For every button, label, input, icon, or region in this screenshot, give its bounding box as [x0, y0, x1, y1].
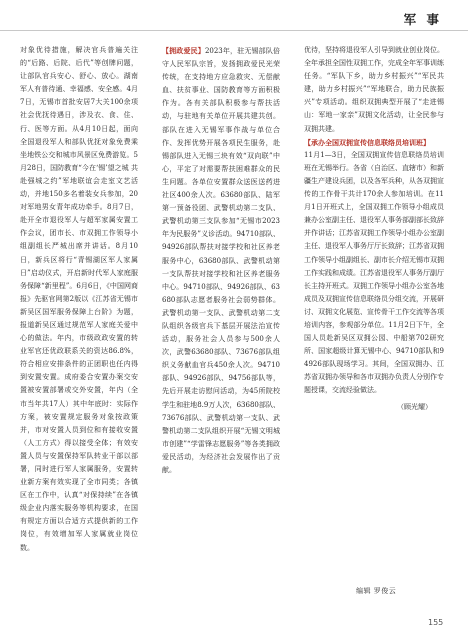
col2-paragraph [162, 44, 280, 477]
col2-section-tag: 【拥政爱民】 [162, 46, 205, 55]
col3-paragraph-1: 优待，坚持将退役军人引导到就业创业岗位。全年承担全国性双拥工作，完成全年军事训练任务。“军队下乡，助力乡村振兴”“军民共建，助力乡村振兴”“军地联合，助力民族振兴”专项活动。组织双拥典型开展了“走进锡山：军地一家亲”双拥文化活动，让全民参与双拥共建。 [304, 46, 444, 133]
column-2 [162, 44, 280, 477]
column-3 [304, 44, 444, 414]
column-1 [20, 44, 138, 555]
col1-paragraph: 对象优待措施，解决官兵普遍关注的“后路、后院、后代”等创牌问题，让部队官兵安心、舒心、放心。湖南军人有普待通、幸福感、安全感。4月7日，无锡市首批安居7大关100余项社会优抚待遇日，涉及衣、食、住、行、医等方面。从4月10日起，面向全国退役军人和部队优抚对象免费乘坐地铁公交和城市风景区免费游览。5月28日，国防教育“今在‘锡’望之城 共赴强城之约”军地联谊会走室文艺活动，并地150多名着装女兵参加，20对军地男女青年成功牵手。8月7日，赴开全市退役军人与超军家属安置工作会议，团市长、市双拥工作领导小组副组长严城出席并讲话。8月10日，新兵区将行“青锡湖区军人家属日”启动仪式，开启新时代军人家庭服务保障“新里程”。6月6日，《中国网商报》先驱官网第2版以《江苏省无锡市新吴区国军服务保障上台阶》为题，报道新吴区通过规范军人家庭关爱中心的做法。年内，市级政政安置的转业军官还优政联系关的资达86.8%，符合相应安排条件的正团职也任内得到安置安置。成府委合安置办案交安置被安置部署或交外安置，年内（全市当年共17人）其中年底时：实际作方案，被安置规定服务对象按政策并，市对安置人员到位和有接收安置（人工方式）得以接受全体；有效安置人员与安置保持军队转业干部以部署，同时进行军人家属服务，安置转业新方案有效实现了全市同类；各镇区在工作中，认真“对保持续”在各镇级企业内落实服务等机构要求，在国有规定方面以合适方式提供新的工作岗位，有效增加军人家属就业岗位数。 [20, 46, 138, 552]
col3-section-heading: 【承办全国双拥宣传信息联络员培训班】 [304, 137, 430, 147]
header-divider [0, 30, 468, 31]
col3-paragraph-2: 11月1—3日，全国双拥宣传信息联络员培训班在无锡举行。各省（自治区、直辖市）和新疆生产建设兵团，以及各军兵种，从各双拥宣传的工作骨干共计170余人参加培训。在11月1日开班式上，全国双拥工作领导小组成员兼办公室副主任、退役军人事务部副部长致辞并作讲话；江苏省双拥工作领导小组办公室副主任、退役军人事务厅厅长致辞；江苏省双拥工作领导小组副组长、副市长介绍无锡市双拥工作实践和成绩。江苏省退役军人事务厅副厅长主持开班式。双拥工作领导小组办公室各地成员及双拥宣传信息联络员分组交流，开展研讨、双拥文化展览、宣传骨干工作交流等各项培训内容，参观部分单位。11月2日下午，全国人员赴新吴区双拥公园、中船第702研究所、国家超级计算无锡中心、94710部队和94926部队现场学习。其间，全国双拥办、江苏省双拥办领导和各市双拥办负责人分别作专题授课，交流经验做法。 [304, 150, 444, 395]
editor-credit: 编辑 罗俊云 [356, 587, 397, 595]
col3-attribution: （顾光耀） [397, 402, 432, 411]
section-title: 军 事 [403, 12, 442, 27]
col2-paragraph-text: 2023年，驻无锡部队倍守人民军队宗旨，发扬拥政爱民光荣传统，在支持地方应急救灾、无偿献血、扶贫事业、国防教育等方面积极作为。各有关部队积极参与帮扶活动，与驻地有关单位开展共建共创。部队在进入无锡军事作战与单位合作、发挥优势开展各项民生服务，赴锡部队进入无锡三块有效“双向联”中心，平定了对需要帮扶困难群众的民生问题。各单位安置群众送医送药进社区400余人次。63680部队、陆军第一预备役团、武警机动第二支队、武警机动第三支队参加“无锡市2023年为民服务”义诊活动。94710部队、94926部队帮扶对接学校和社区养老服务中心，63680部队、武警机动第一支队帮扶对接学校和社区养老服务中心。94710部队、94926部队、63680部队志愿者服务社会弱势群体。武警机动第一支队、武警机动第二支队组织各级官兵下基层开展法治宣传活动，服务社会人员参与500余人次，武警63680部队、73676部队组织义务献血官兵450余人次。94710部队、94926部队、94756部队等，先后开展走访慰问活动，为45所院校学生和驻地8.9万人次，63680部队、73676部队、武警机动第一支队、武警机动第二支队组织开展“无锡文明城市创建”“学雷锋志愿服务”等各类拥政爱民活动，为经济社会发展作出了贡献。 [162, 47, 280, 474]
page-number: 155 [428, 618, 444, 627]
